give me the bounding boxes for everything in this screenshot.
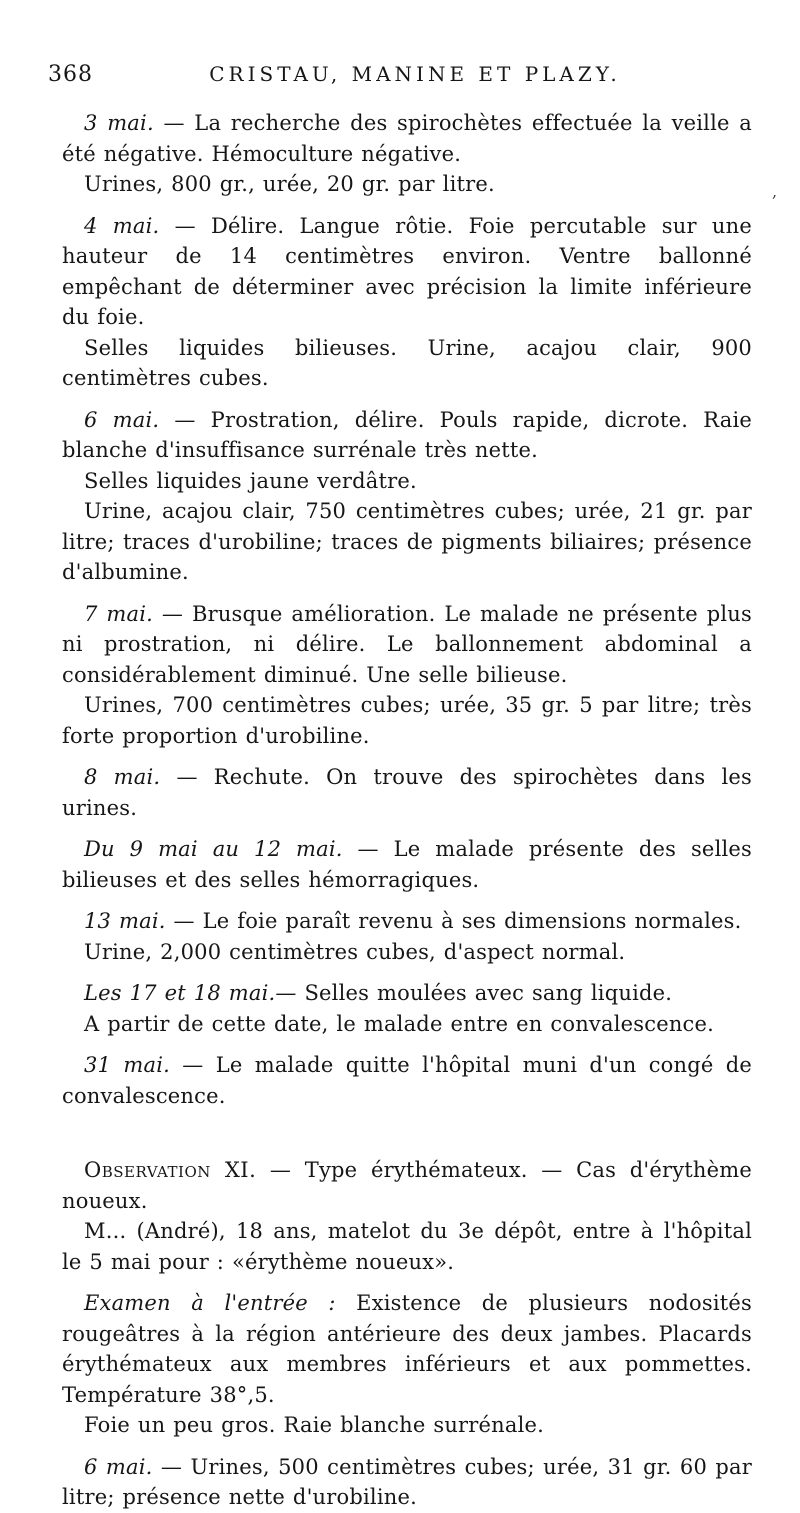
- entry-convalescence: [62, 1009, 752, 1040]
- entry-text: — La recherche des spirochètes effectuée la veille a été négative. Hémoculture négative.: [62, 111, 752, 166]
- entry-4-mai-selles: [62, 333, 752, 394]
- entry-6-mai: [62, 405, 752, 466]
- entry-text: — Urines, 500 centimètres cubes; urée, 31 gr. 60 par litre; présence nette d'urobiline.: [62, 1454, 752, 1509]
- exam-label: Examen à l'entrée :: [84, 1291, 336, 1315]
- entry-3-mai-urines: [62, 169, 752, 200]
- entry-3-mai: [62, 108, 752, 169]
- entry-text: A partir de cette date, le malade entre en convalescence.: [84, 1011, 715, 1036]
- entry-9-12-mai: [62, 834, 752, 895]
- entry-text: — Délire. Langue rôtie. Foie percutable sur une hauteur de 14 centimètres environ. Ventre ballonné empêchant de déterminer avec précision la limite inférieure du foie.: [62, 213, 753, 329]
- print-speck: ,: [772, 182, 778, 201]
- observation-label: Observation XI.: [84, 1158, 257, 1182]
- observation-liver: [62, 1410, 752, 1441]
- document-body: [62, 108, 752, 1513]
- entry-text: Urines, 800 gr., urée, 20 gr. par litre.: [84, 172, 495, 196]
- entry-8-mai: [62, 762, 752, 823]
- entry-date: 4 mai.: [84, 213, 160, 238]
- observation-patient: [62, 1216, 752, 1277]
- observation-title: — Type érythémateux. — Cas d'érythème noueux.: [62, 1158, 753, 1213]
- entry-date: 8 mai.: [84, 765, 161, 789]
- entry-text: Selles liquides bilieuses. Urine, acajou clair, 900 centimètres cubes.: [62, 335, 752, 390]
- entry-7-mai-urines: [62, 690, 752, 751]
- entry-text: Urine, acajou clair, 750 centimètres cubes; urée, 21 gr. par litre; traces d'urobiline; traces de pigments biliaires; présence d'albumine.: [62, 499, 752, 584]
- entry-text: — Prostration, délire. Pouls rapide, dicrote. Raie blanche d'insuffisance surrénale très nette.: [62, 407, 753, 462]
- entry-text: — Brusque amélioration. Le malade ne présente plus ni prostration, ni délire. Le ballonnement abdominal a considérablement diminué. Une selle bilieuse.: [62, 601, 752, 687]
- entry-date: 31 mai.: [84, 1053, 170, 1077]
- entry-text: — Selles moulées avec sang liquide.: [275, 981, 673, 1005]
- entry-31-mai: [62, 1050, 752, 1111]
- entry-4-mai: [62, 211, 752, 333]
- entry-13-mai-urine: [62, 937, 752, 968]
- entry-date: 7 mai.: [84, 601, 154, 626]
- entry-text: — Le foie paraît revenu à ses dimensions normales.: [165, 909, 742, 933]
- entry-13-mai: [62, 906, 752, 937]
- entry-date: Les 17 et 18 mai.: [84, 981, 276, 1005]
- entry-text: Urines, 700 centimètres cubes; urée, 35 gr. 5 par litre; très forte proportion d'urobiline.: [62, 693, 752, 748]
- entry-date: 3 mai.: [84, 111, 154, 135]
- exam-text: Existence de plusieurs nodosités rougeâtres à la région antérieure des deux jambes. Placards érythémateux aux membres inférieurs et aux pommettes. Température 38°,5.: [62, 1291, 752, 1407]
- running-title: CRISTAU, MANINE ET PLAZY.: [209, 62, 621, 86]
- entry-7-mai: [62, 599, 752, 691]
- observation-heading: [62, 1155, 752, 1216]
- observation-exam: [62, 1288, 752, 1410]
- entry-date: Du 9 mai au 12 mai.: [84, 837, 343, 861]
- entry-text: Selles liquides jaune verdâtre.: [84, 468, 417, 493]
- entry-text: — Le malade quitte l'hôpital muni d'un congé de convalescence.: [62, 1053, 753, 1108]
- observation-6-mai: [62, 1452, 752, 1513]
- page-number: 368: [48, 62, 93, 87]
- entry-6-mai-selles: [62, 466, 752, 497]
- entry-date: 13 mai.: [84, 909, 166, 933]
- liver-text: Foie un peu gros. Raie blanche surrénale.: [84, 1413, 545, 1437]
- patient-text: M... (André), 18 ans, matelot du 3e dépôt, entre à l'hôpital le 5 mai pour : «érythème noueux».: [62, 1219, 752, 1274]
- entry-text: — Le malade présente des selles bilieuses et des selles hémorragiques.: [62, 837, 752, 892]
- entry-text: — Rechute. On trouve des spirochètes dans les urines.: [62, 765, 752, 820]
- entry-17-18-mai: [62, 978, 752, 1009]
- entry-text: Urine, 2,000 centimètres cubes, d'aspect normal.: [84, 939, 626, 964]
- entry-6-mai-urine: [62, 496, 752, 588]
- entry-date: 6 mai.: [84, 1454, 153, 1479]
- page-header: [48, 62, 752, 92]
- entry-date: 6 mai.: [84, 407, 160, 432]
